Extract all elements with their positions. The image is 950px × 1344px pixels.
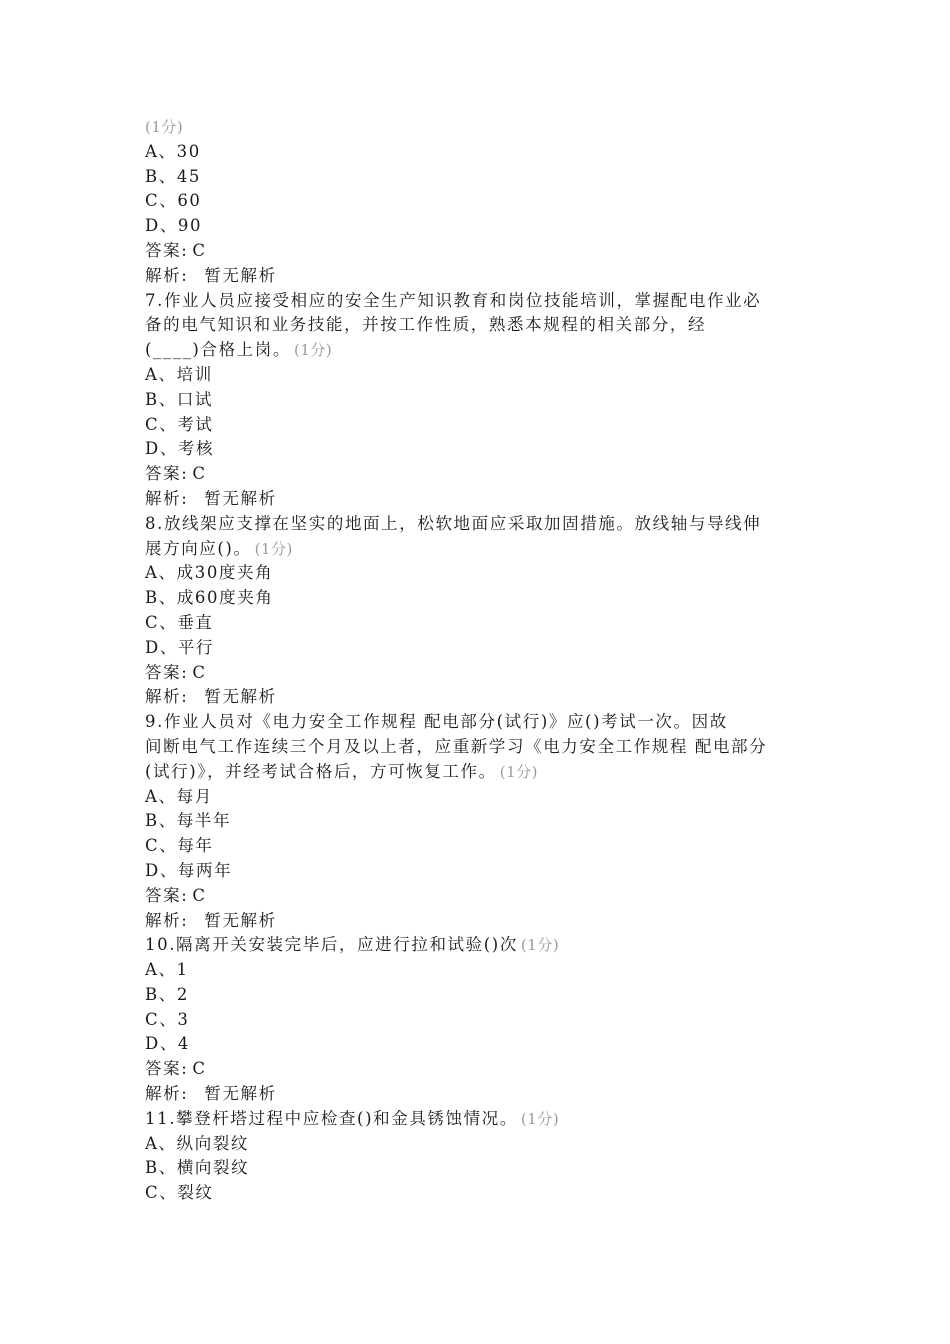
question-score: (1分) [520, 936, 560, 955]
analysis-value: 暂无解析 [204, 488, 277, 508]
answer-line [145, 462, 810, 487]
answer-value: C [192, 240, 207, 260]
document-page [145, 115, 810, 1206]
question-score: (1分) [499, 762, 538, 781]
analysis-label: 解析: [145, 1084, 189, 1104]
question-11 [145, 1107, 810, 1206]
analysis-label: 解析: [145, 265, 189, 285]
answer-value: C [192, 662, 207, 682]
answer-value: C [192, 885, 207, 905]
question-score: (1分) [520, 1109, 560, 1128]
analysis-value: 暂无解析 [204, 910, 277, 930]
option-b: B、45 [145, 166, 202, 186]
answer-label: 答案: [145, 464, 189, 484]
option-c: C、考试 [145, 414, 214, 434]
question-text-last: 10.隔离开关安装完毕后，应进行拉和试验()次 (1分) [145, 935, 560, 955]
question-score: (1分) [145, 118, 184, 136]
answer-label: 答案: [145, 662, 189, 682]
answer-value: C [192, 1059, 207, 1079]
question-8 [145, 512, 810, 710]
analysis-label: 解析: [145, 910, 189, 930]
option-a: A、1 [145, 960, 189, 980]
question-score: (1分) [293, 341, 333, 360]
analysis-line [145, 487, 810, 512]
answer-line [145, 661, 810, 686]
analysis-value: 暂无解析 [204, 687, 277, 707]
option-a: A、成30度夹角 [145, 563, 274, 583]
question-text: 备的电气知识和业务技能，并按工作性质，熟悉本规程的相关部分，经 [145, 315, 707, 335]
analysis-line [145, 264, 810, 289]
answer-label: 答案: [145, 885, 189, 905]
option-d: D、4 [145, 1034, 191, 1054]
question-text: 间断电气工作连续三个月及以上者，应重新学习《电力安全工作规程 配电部分 [145, 736, 768, 756]
analysis-value: 暂无解析 [204, 1084, 277, 1104]
option-a: A、30 [145, 141, 201, 161]
question-6-fragment [145, 115, 810, 289]
option-b: B、2 [145, 984, 189, 1004]
option-d: D、90 [145, 216, 203, 236]
option-d: D、平行 [145, 637, 215, 657]
option-c: C、60 [145, 191, 202, 211]
analysis-label: 解析: [145, 488, 189, 508]
question-text-last: 11.攀登杆塔过程中应检查()和金具锈蚀情况。 (1分) [145, 1108, 560, 1128]
analysis-value: 暂无解析 [204, 265, 277, 285]
answer-line [145, 1057, 810, 1082]
option-d: D、考核 [145, 439, 215, 459]
answer-line [145, 884, 810, 909]
analysis-line [145, 1082, 810, 1107]
option-b: B、横向裂纹 [145, 1158, 250, 1178]
question-text-last: (试行)》，并经考试合格后，方可恢复工作。 (1分) [145, 761, 538, 781]
question-text: 7.作业人员应接受相应的安全生产知识教育和岗位技能培训，掌握配电作业必 [145, 290, 762, 310]
answer-label: 答案: [145, 1059, 189, 1079]
question-text-last: (____)合格上岗。 (1分) [145, 340, 333, 360]
answer-value: C [192, 464, 207, 484]
answer-line [145, 239, 810, 264]
question-text: 9.作业人员对《电力安全工作规程 配电部分(试行)》应()考试一次。因故 [145, 712, 728, 732]
option-c: C、裂纹 [145, 1183, 214, 1203]
option-a: A、培训 [145, 364, 213, 384]
option-c: C、3 [145, 1009, 190, 1029]
analysis-label: 解析: [145, 687, 189, 707]
answer-label: 答案: [145, 240, 189, 260]
option-a: A、纵向裂纹 [145, 1133, 250, 1153]
option-d: D、每两年 [145, 860, 233, 880]
option-b: B、成60度夹角 [145, 588, 274, 608]
analysis-line [145, 909, 810, 934]
question-score: (1分) [254, 539, 293, 558]
question-10 [145, 933, 810, 1107]
question-text: 8.放线架应支撑在坚实的地面上，松软地面应采取加固措施。放线轴与导线伸 [145, 513, 762, 533]
option-b: B、口试 [145, 389, 214, 409]
option-c: C、垂直 [145, 612, 214, 632]
question-7 [145, 289, 810, 512]
analysis-line [145, 685, 810, 710]
question-9 [145, 710, 810, 933]
option-a: A、每月 [145, 786, 213, 806]
option-b: B、每半年 [145, 811, 232, 831]
option-c: C、每年 [145, 836, 214, 856]
question-text-last: 展方向应()。 (1分) [145, 538, 293, 558]
